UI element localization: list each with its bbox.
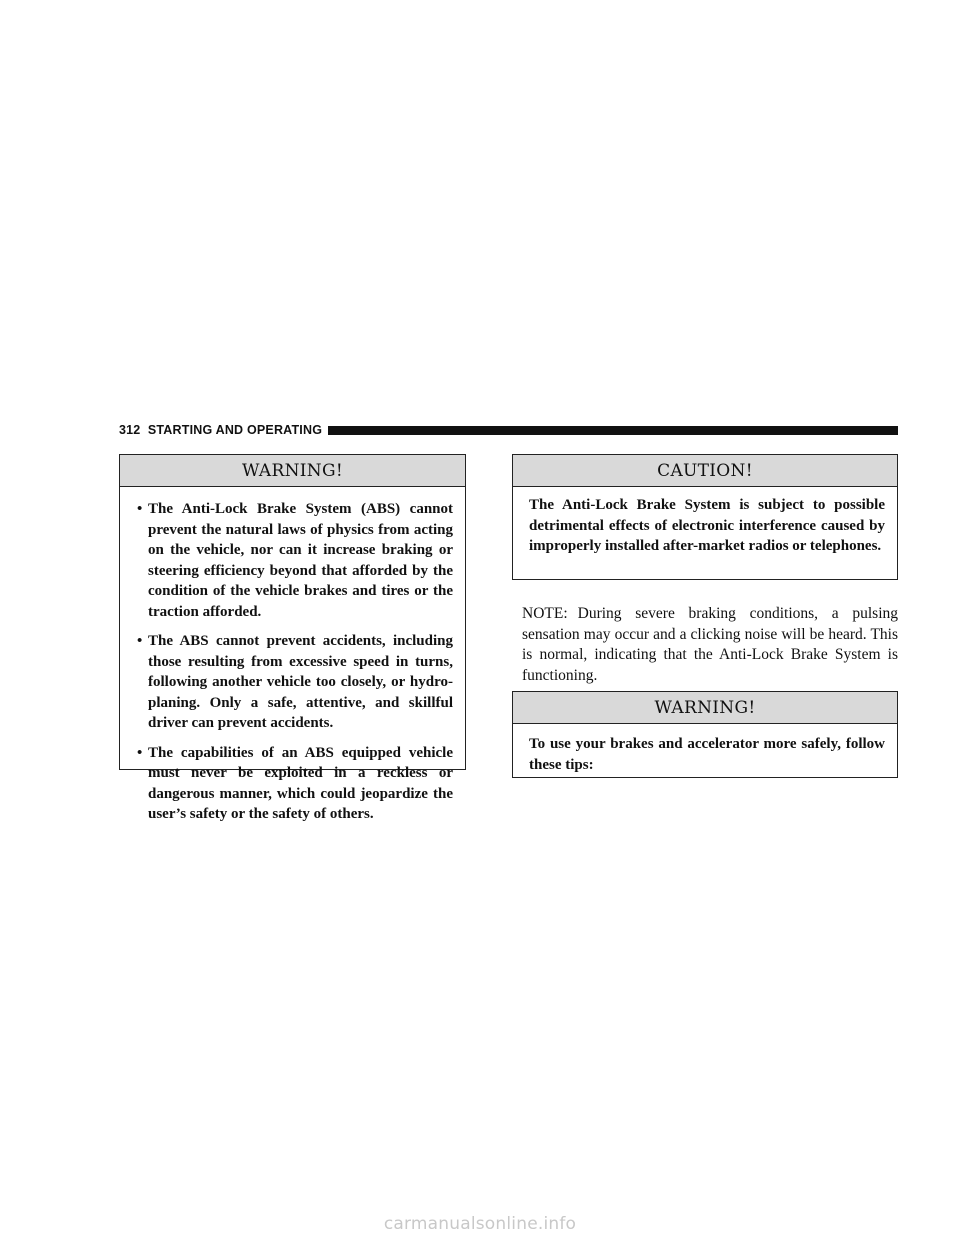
page-header-text [119, 423, 322, 437]
warning-bullet-item [137, 499, 453, 622]
left-warning-title: WARNING! [120, 455, 465, 487]
bullet-icon: • [137, 744, 143, 761]
left-warning-body [120, 487, 465, 835]
note-paragraph [522, 604, 898, 687]
right-warning-body: To use your brakes and accelerator more safely, follow these tips: [529, 736, 885, 773]
left-warning-box [119, 454, 466, 822]
warning-bullet-text: The capabilities of an ABS equipped vehicle must never be exploited in a reckless or dangerous manner, which could jeopardize the user’s safety or the safety of others. [148, 744, 453, 822]
bullet-icon: • [137, 501, 143, 517]
warning-bullet-text: The ABS cannot prevent accidents, including those resulting from excessive speed in turns, following another vehicle too closely, or hydro-planing. Only a safe, attentive, and skillful driver can prevent accidents. [148, 633, 453, 731]
header-rule [328, 426, 898, 435]
right-warning-box [512, 691, 898, 778]
page-number: 312 [119, 423, 141, 437]
note-label: NOTE: [522, 605, 568, 622]
caution-title: CAUTION! [513, 455, 897, 487]
section-title: STARTING AND OPERATING [147, 423, 323, 437]
warning-bullet-item [137, 631, 453, 734]
footer-watermark: carmanualsonline.info [383, 1214, 577, 1234]
warning-bullet-text: The Anti-Lock Brake System (ABS) cannot prevent the natural laws of physics from acting on the vehicle, nor can it increase braking or steering efficiency beyond that afforded by the condition of the vehicle brakes and tires or the traction afforded. [148, 501, 453, 620]
right-warning-title: WARNING! [513, 692, 897, 724]
caution-body: The Anti-Lock Brake System is subject to possible detrimental effects of electronic interference caused by improperly installed after-market radios or telephones. [529, 497, 885, 554]
caution-box [512, 454, 898, 580]
bullet-icon: • [137, 633, 143, 649]
warning-bullet-item [137, 743, 453, 825]
page-header [119, 421, 898, 439]
note-text: During severe braking conditions, a pulsing sensation may occur and a clicking noise will be heard. This is normal, indicating that the Anti-Lock Brake System is functioning. [522, 605, 898, 685]
